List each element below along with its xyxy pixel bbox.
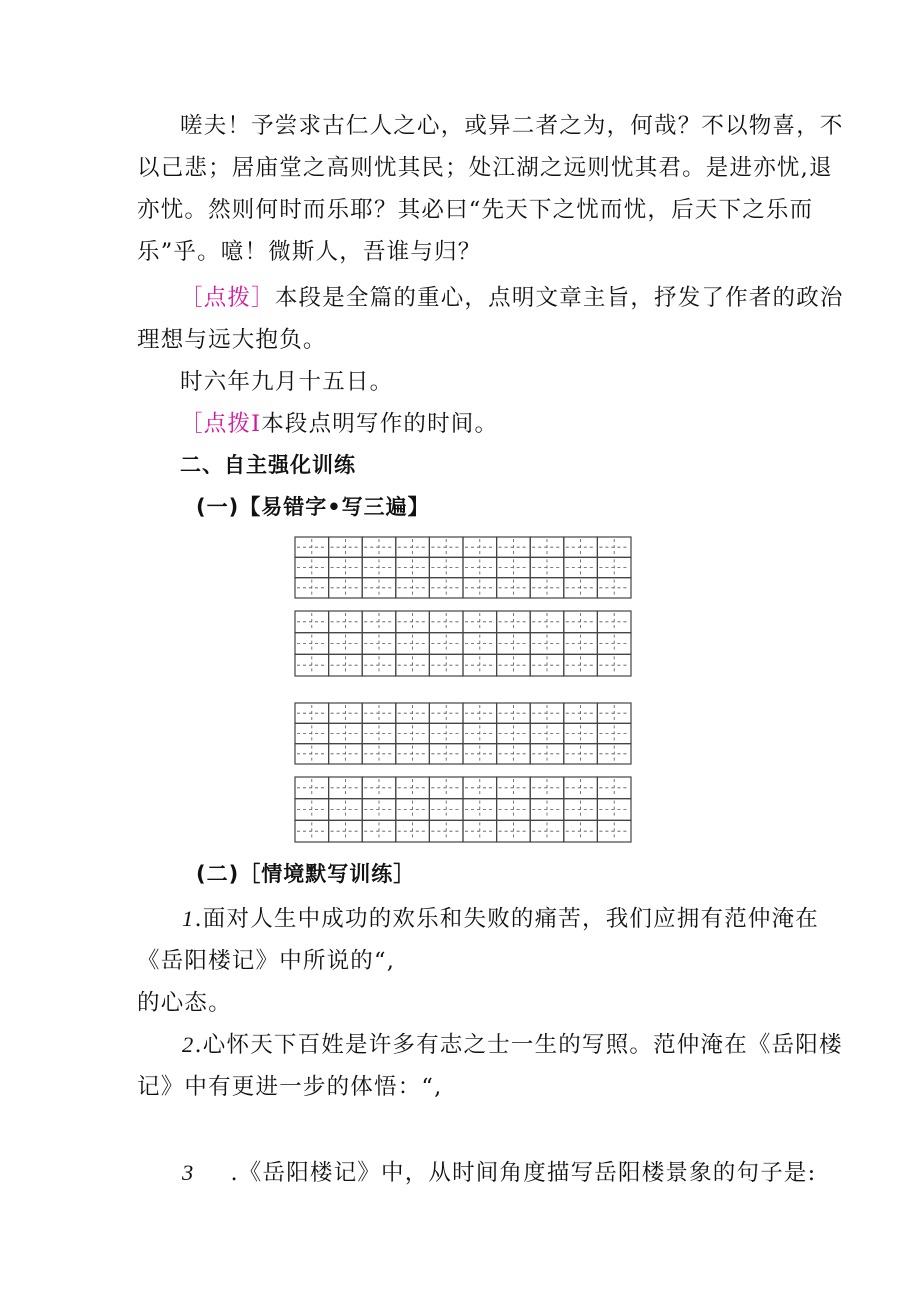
question-line bbox=[182, 1155, 816, 1187]
paragraph-line: 嗟夫！予尝求古仁人之心，或异二者之为，何哉？不以物喜，不 bbox=[180, 113, 844, 139]
question-text: .《岳阳楼记》中，从时间角度描写岳阳楼景象的句子是: bbox=[230, 1160, 817, 1186]
subsection-title: (二)［情境默写训练］ bbox=[196, 862, 416, 886]
question-text: .面对人生中成功的欢乐和失败的痛苦，我们应拥有范仲淹在 bbox=[194, 906, 820, 932]
practice-grid-band[interactable] bbox=[294, 610, 632, 677]
question-text: .心怀天下百姓是许多有志之士一生的写照。范仲淹在《岳阳楼 bbox=[194, 1032, 843, 1058]
question-line bbox=[182, 1027, 843, 1059]
note-line bbox=[180, 406, 498, 438]
question-line: 的心态。 bbox=[137, 990, 232, 1016]
question-number: 2 bbox=[182, 1032, 195, 1057]
practice-grid-band[interactable] bbox=[294, 536, 632, 599]
note-line: 理想与远大抱负。 bbox=[137, 327, 327, 353]
section-title: 二、自主强化训练 bbox=[180, 453, 356, 477]
practice-grid-band[interactable] bbox=[294, 776, 632, 843]
note-text: 本段点明写作的时间。 bbox=[261, 411, 499, 437]
note-line bbox=[180, 280, 844, 312]
question-number: 3 bbox=[182, 1160, 195, 1185]
paragraph-line: 亦忧。然则何时而乐耶？其必曰“先天下之忧而忧，后天下之乐而 bbox=[137, 197, 814, 223]
question-line: 记》中有更进一步的体悟：“, bbox=[137, 1074, 443, 1100]
question-line: 《岳阳楼记》中所说的“, bbox=[137, 948, 396, 974]
paragraph-line: 时六年九月十五日。 bbox=[180, 369, 394, 395]
practice-grid-band[interactable] bbox=[294, 702, 632, 765]
question-number: 1 bbox=[182, 906, 195, 931]
paragraph-line: 以己悲；居庙堂之高则忧其民；处江湖之远则忧其君。是进亦忧,退 bbox=[137, 155, 833, 181]
note-tag: ［点拨Ⅰ bbox=[180, 411, 262, 437]
question-line bbox=[182, 901, 819, 933]
note-text: 本段是全篇的重心，点明文章主旨，抒发了作者的政治 bbox=[274, 285, 844, 311]
subsection-title: (一)【易错字•写三遍】 bbox=[196, 495, 430, 519]
note-tag: ［点拨］ bbox=[180, 285, 275, 311]
paragraph-line: 乐”乎。噫！微斯人，吾谁与归？ bbox=[137, 239, 482, 265]
